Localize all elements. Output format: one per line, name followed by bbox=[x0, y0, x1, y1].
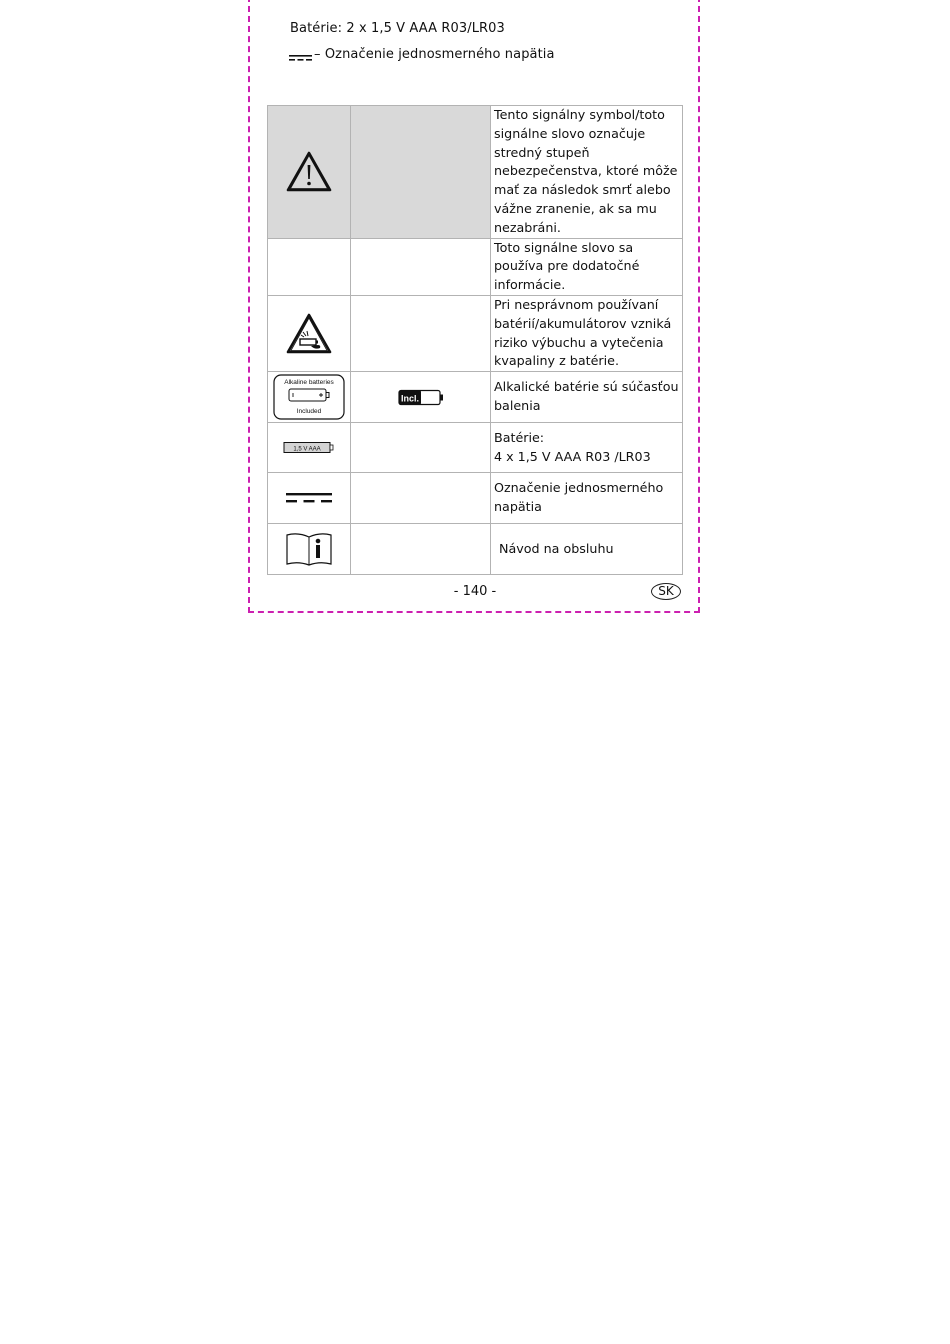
symbol-cell bbox=[268, 238, 351, 295]
battery-line: Batérie: 2 x 1,5 V AAA R03/LR03 bbox=[290, 21, 505, 36]
symbol-cell bbox=[268, 524, 351, 575]
incl-cell bbox=[351, 372, 491, 423]
description-cell: Alkalické batérie sú súčasťou balenia bbox=[491, 372, 683, 423]
table-row bbox=[268, 295, 683, 371]
symbols-table bbox=[267, 105, 683, 575]
description-line: 4 x 1,5 V AAA R03 /LR03 bbox=[494, 448, 651, 464]
battery-explosion-warning-icon bbox=[285, 312, 333, 356]
table-row bbox=[268, 238, 683, 295]
dc-symbol-icon bbox=[289, 55, 313, 63]
symbol-cell bbox=[268, 372, 351, 423]
signal-word-cell bbox=[351, 295, 491, 371]
description-cell: Pri nesprávnom používaní batérií/akumulátorov vzniká riziko výbuchu a vytečenia kvapaliny z batérie. bbox=[491, 295, 683, 371]
description-cell bbox=[491, 423, 683, 473]
table-row bbox=[268, 524, 683, 575]
signal-word-cell bbox=[351, 524, 491, 575]
incl-label: Incl. bbox=[400, 393, 419, 404]
symbol-cell bbox=[268, 106, 351, 239]
description-cell: Označenie jednosmerného napätia bbox=[491, 473, 683, 524]
battery-incl-icon bbox=[398, 389, 444, 406]
signal-word-cell bbox=[351, 106, 491, 239]
symbol-cell bbox=[268, 473, 351, 524]
aaa-battery-icon bbox=[283, 441, 335, 455]
description-cell: Tento signálny symbol/toto signálne slovo označuje stredný stupeň nebezpečenstva, ktoré môže mať za následok smrť alebo vážne zranenie, ak sa mu nezabráni. bbox=[491, 106, 683, 239]
direct-current-icon bbox=[285, 491, 333, 505]
manual-info-icon bbox=[284, 531, 334, 567]
table-row bbox=[268, 423, 683, 473]
signal-word-cell bbox=[351, 423, 491, 473]
signal-word-cell bbox=[351, 238, 491, 295]
symbol-cell bbox=[268, 423, 351, 473]
warning-triangle-icon bbox=[285, 150, 333, 194]
aaa-battery-label: 1,5 V AAA bbox=[293, 446, 321, 453]
table-row bbox=[268, 372, 683, 423]
description-line: Batérie: bbox=[494, 429, 545, 445]
symbol-cell bbox=[268, 295, 351, 371]
page-number: - 140 - bbox=[453, 584, 497, 599]
alkaline-batteries-included-icon bbox=[273, 374, 345, 420]
alkaline-icon-title: Alkaline batteries bbox=[284, 379, 334, 387]
description-cell: Toto signálne slovo sa používa pre dodatočné informácie. bbox=[491, 238, 683, 295]
dc-line: – Označenie jednosmerného napätia bbox=[314, 47, 555, 62]
language-badge: SK bbox=[651, 583, 681, 600]
description-cell: Návod na obsluhu bbox=[491, 524, 683, 575]
signal-word-cell bbox=[351, 473, 491, 524]
alkaline-icon-caption: Included bbox=[296, 408, 322, 416]
table-row bbox=[268, 106, 683, 239]
table-row bbox=[268, 473, 683, 524]
